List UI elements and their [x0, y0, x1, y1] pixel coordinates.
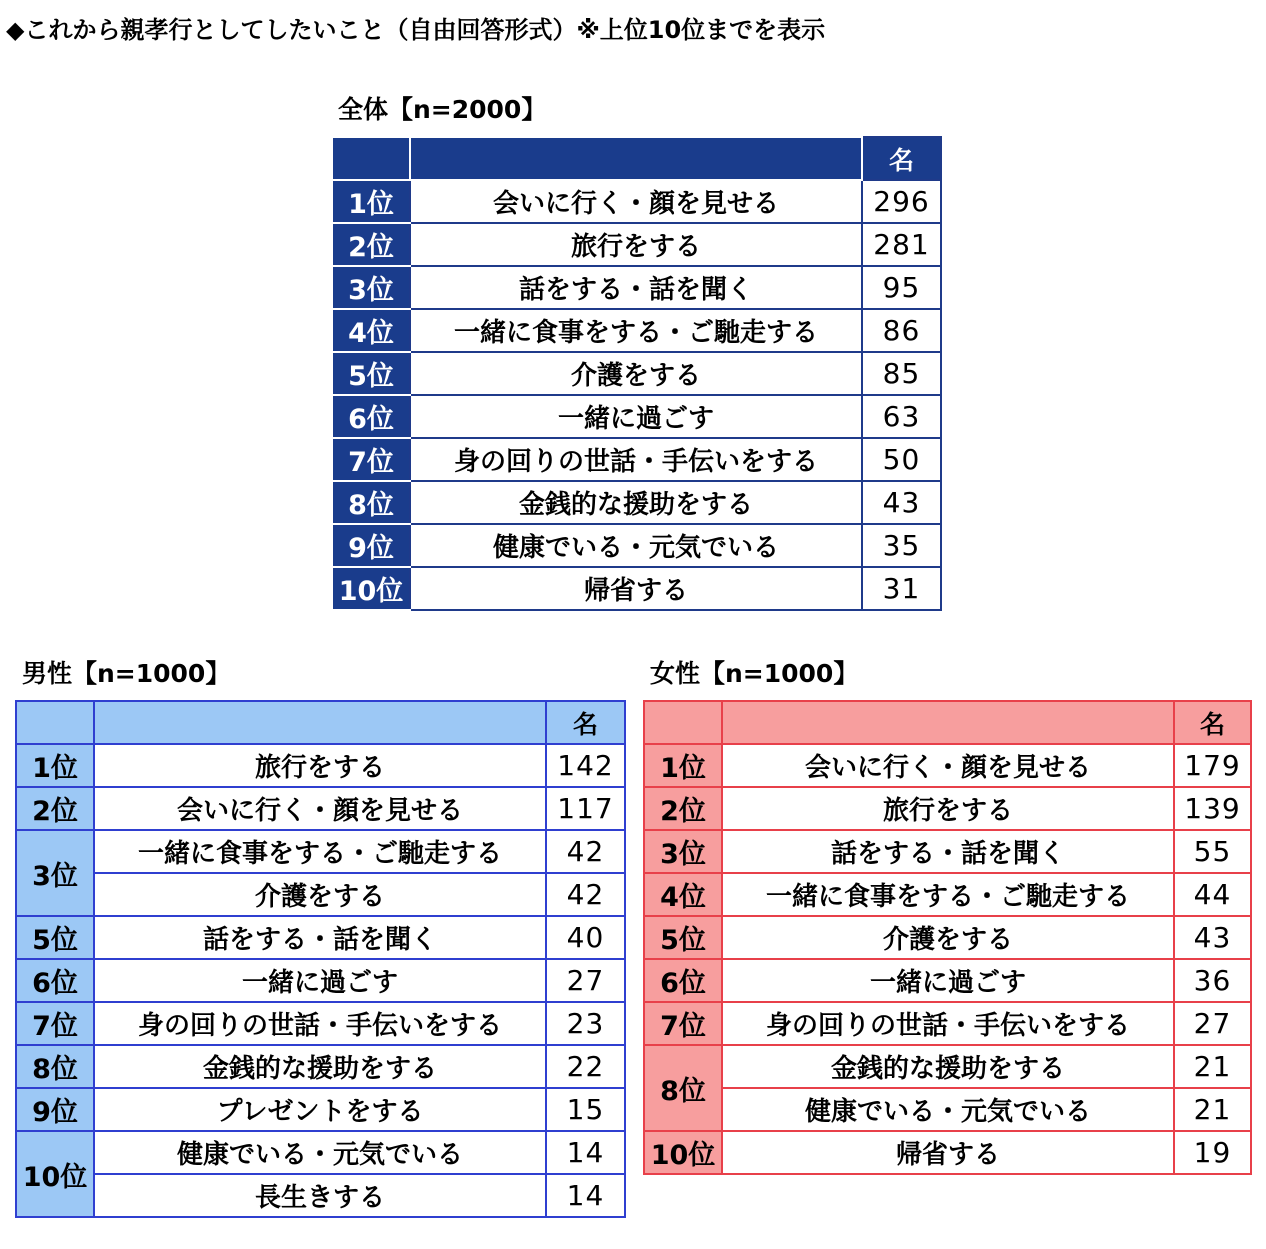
table-row — [332, 524, 941, 567]
female-table-label: 女性【n=1000】 — [650, 659, 859, 688]
count-cell: 19 — [1174, 1131, 1251, 1174]
count-cell: 21 — [1174, 1088, 1251, 1131]
count-cell: 42 — [546, 830, 625, 873]
rank-cell: 6位 — [332, 395, 410, 438]
count-cell: 21 — [1174, 1045, 1251, 1088]
table-row — [332, 352, 941, 395]
count-cell: 36 — [1174, 959, 1251, 1002]
rank-cell: 9位 — [332, 524, 410, 567]
count-cell: 63 — [862, 395, 941, 438]
table-header-row — [16, 701, 625, 744]
item-cell: 長生きする — [94, 1174, 546, 1217]
count-cell: 50 — [862, 438, 941, 481]
item-cell: 身の回りの世話・手伝いをする — [722, 1002, 1174, 1045]
rank-cell: 5位 — [16, 916, 94, 959]
header-item-cell — [94, 701, 546, 744]
rank-cell: 1位 — [332, 180, 410, 223]
item-cell: 旅行をする — [722, 787, 1174, 830]
table-row — [644, 916, 1251, 959]
item-cell: 身の回りの世話・手伝いをする — [94, 1002, 546, 1045]
table-row — [332, 567, 941, 610]
table-row — [644, 1045, 1251, 1088]
rank-cell: 7位 — [16, 1002, 94, 1045]
item-cell: 一緒に過ごす — [410, 395, 862, 438]
item-cell: 身の回りの世話・手伝いをする — [410, 438, 862, 481]
count-cell: 42 — [546, 873, 625, 916]
table-row — [16, 1045, 625, 1088]
table-row — [16, 1088, 625, 1131]
header-item-cell — [722, 701, 1174, 744]
item-cell: 介護をする — [94, 873, 546, 916]
table-row — [16, 916, 625, 959]
rank-cell: 3位 — [332, 266, 410, 309]
table-row — [16, 787, 625, 830]
count-cell: 86 — [862, 309, 941, 352]
count-cell: 142 — [546, 744, 625, 787]
count-cell: 40 — [546, 916, 625, 959]
table-row — [16, 1174, 625, 1217]
rank-cell: 4位 — [332, 309, 410, 352]
item-cell: 会いに行く・顔を見せる — [410, 180, 862, 223]
count-cell: 31 — [862, 567, 941, 610]
rank-cell: 8位 — [16, 1045, 94, 1088]
item-cell: 健康でいる・元気でいる — [722, 1088, 1174, 1131]
count-cell: 27 — [1174, 1002, 1251, 1045]
count-cell: 95 — [862, 266, 941, 309]
item-cell: 帰省する — [722, 1131, 1174, 1174]
table-row — [644, 873, 1251, 916]
item-cell: 介護をする — [722, 916, 1174, 959]
count-cell: 43 — [1174, 916, 1251, 959]
table-header-row — [332, 137, 941, 180]
overall-table-label: 全体【n=2000】 — [338, 95, 547, 124]
table-row — [332, 481, 941, 524]
item-cell: 健康でいる・元気でいる — [410, 524, 862, 567]
table-row — [644, 1002, 1251, 1045]
table-row — [644, 1088, 1251, 1131]
table-row — [332, 223, 941, 266]
item-cell: プレゼントをする — [94, 1088, 546, 1131]
item-cell: 一緒に過ごす — [722, 959, 1174, 1002]
item-cell: 話をする・話を聞く — [722, 830, 1174, 873]
header-item-cell — [410, 137, 862, 180]
female-ranking-table — [643, 700, 1252, 1175]
count-cell: 139 — [1174, 787, 1251, 830]
table-row — [332, 395, 941, 438]
item-cell: 会いに行く・顔を見せる — [94, 787, 546, 830]
header-rank-cell — [332, 137, 410, 180]
table-row — [332, 438, 941, 481]
page-title: ◆これから親孝行としてしたいこと（自由回答形式）※上位10位までを表示 — [6, 16, 826, 44]
table-row — [644, 744, 1251, 787]
count-cell: 85 — [862, 352, 941, 395]
count-cell: 15 — [546, 1088, 625, 1131]
rank-cell: 5位 — [644, 916, 722, 959]
rank-cell: 3位 — [16, 830, 94, 916]
rank-cell: 8位 — [644, 1045, 722, 1131]
item-cell: 金銭的な援助をする — [410, 481, 862, 524]
count-cell: 14 — [546, 1131, 625, 1174]
rank-cell: 7位 — [644, 1002, 722, 1045]
table-row — [16, 873, 625, 916]
item-cell: 金銭的な援助をする — [722, 1045, 1174, 1088]
table-header-row — [644, 701, 1251, 744]
table-row — [16, 1002, 625, 1045]
table-row — [644, 787, 1251, 830]
item-cell: 話をする・話を聞く — [94, 916, 546, 959]
count-cell: 35 — [862, 524, 941, 567]
rank-cell: 6位 — [16, 959, 94, 1002]
table-row — [644, 959, 1251, 1002]
item-cell: 会いに行く・顔を見せる — [722, 744, 1174, 787]
table-row — [332, 309, 941, 352]
count-cell: 27 — [546, 959, 625, 1002]
item-cell: 介護をする — [410, 352, 862, 395]
rank-cell: 4位 — [644, 873, 722, 916]
header-rank-cell — [16, 701, 94, 744]
count-cell: 44 — [1174, 873, 1251, 916]
count-cell: 22 — [546, 1045, 625, 1088]
item-cell: 話をする・話を聞く — [410, 266, 862, 309]
count-cell: 296 — [862, 180, 941, 223]
item-cell: 健康でいる・元気でいる — [94, 1131, 546, 1174]
count-cell: 55 — [1174, 830, 1251, 873]
rank-cell: 2位 — [644, 787, 722, 830]
header-rank-cell — [644, 701, 722, 744]
item-cell: 旅行をする — [94, 744, 546, 787]
table-row — [16, 744, 625, 787]
rank-cell: 2位 — [332, 223, 410, 266]
item-cell: 一緒に食事をする・ご馳走する — [722, 873, 1174, 916]
item-cell: 旅行をする — [410, 223, 862, 266]
male-ranking-table — [15, 700, 626, 1218]
item-cell: 金銭的な援助をする — [94, 1045, 546, 1088]
rank-cell: 2位 — [16, 787, 94, 830]
overall-ranking-table — [331, 136, 942, 611]
rank-cell: 10位 — [644, 1131, 722, 1174]
table-row — [644, 830, 1251, 873]
header-unit-cell: 名 — [1174, 701, 1251, 744]
table-row — [332, 180, 941, 223]
count-cell: 14 — [546, 1174, 625, 1217]
count-cell: 281 — [862, 223, 941, 266]
rank-cell: 3位 — [644, 830, 722, 873]
rank-cell: 1位 — [16, 744, 94, 787]
header-unit-cell: 名 — [862, 137, 941, 180]
item-cell: 一緒に食事をする・ご馳走する — [410, 309, 862, 352]
rank-cell: 7位 — [332, 438, 410, 481]
rank-cell: 9位 — [16, 1088, 94, 1131]
rank-cell: 10位 — [16, 1131, 94, 1217]
header-unit-cell: 名 — [546, 701, 625, 744]
item-cell: 一緒に食事をする・ご馳走する — [94, 830, 546, 873]
count-cell: 179 — [1174, 744, 1251, 787]
item-cell: 一緒に過ごす — [94, 959, 546, 1002]
rank-cell: 5位 — [332, 352, 410, 395]
rank-cell: 6位 — [644, 959, 722, 1002]
table-row — [16, 1131, 625, 1174]
table-row — [332, 266, 941, 309]
male-table-label: 男性【n=1000】 — [22, 659, 231, 688]
rank-cell: 1位 — [644, 744, 722, 787]
count-cell: 23 — [546, 1002, 625, 1045]
item-cell: 帰省する — [410, 567, 862, 610]
count-cell: 117 — [546, 787, 625, 830]
table-row — [16, 959, 625, 1002]
table-row — [16, 830, 625, 873]
rank-cell: 10位 — [332, 567, 410, 610]
table-row — [644, 1131, 1251, 1174]
rank-cell: 8位 — [332, 481, 410, 524]
count-cell: 43 — [862, 481, 941, 524]
